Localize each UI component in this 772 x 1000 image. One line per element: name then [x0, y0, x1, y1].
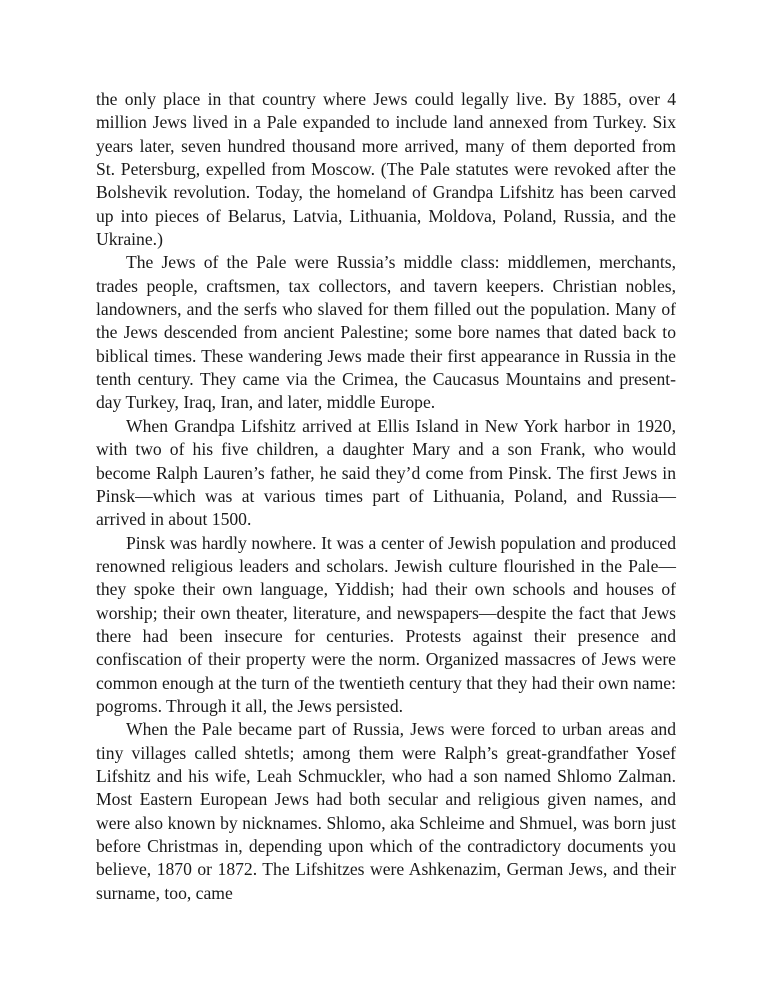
paragraph-shtetls: When the Pale became part of Russia, Jews were forced to urban areas and tiny villages called shtetls; among them were Ralph’s great-grandfather Yosef Lifshitz and his wife, Leah Schmuckler, who had a son named Shlomo Zalman. Most Eastern European Jews had both secular and religious given names, and were also known by nicknames. Shlomo, aka Schleime and Shmuel, was born just before Christmas in, depending upon which of the contradictory documents you believe, 1870 or 1872. The Lifshitzes were Ashkenazim, German Jews, and their surname, too, came [96, 719, 676, 903]
paragraph-ellis-island: When Grandpa Lifshitz arrived at Ellis Island in New York harbor in 1920, with two of his five children, a daughter Mary and a son Frank, who would become Ralph Lauren’s father, he said they’d come from Pinsk. The first Jews in Pinsk—which was at various times part of Lithuania, Poland, and Russia—arrived in about 1500. [96, 415, 676, 530]
book-page-body [96, 88, 676, 905]
paragraph-pinsk: Pinsk was hardly nowhere. It was a center of Jewish population and produced renowned religious leaders and scholars. Jewish culture flourished in the Pale—they spoke their own language, Yiddish; had their own schools and houses of worship; their own theater, literature, and newspapers—despite the fact that Jews there had been insecure for centuries. Protests against their presence and confiscation of their property were the norm. Organized massacres of Jews were common enough at the turn of the twentieth century that they had their own name: pogroms. Through it all, the Jews persisted. [96, 532, 676, 716]
paragraph-middle-class: The Jews of the Pale were Russia’s middle class: middlemen, merchants, trades people, craftsmen, tax collectors, and tavern keepers. Christian nobles, landowners, and the serfs who slaved for them filled out the population. Many of the Jews descended from ancient Palestine; some bore names that dated back to biblical times. These wandering Jews made their first appearance in Russia in the tenth century. They came via the Crimea, the Caucasus Mountains and present-day Turkey, Iraq, Iran, and later, middle Europe. [96, 252, 676, 413]
paragraph-continued: the only place in that country where Jews could legally live. By 1885, over 4 million Jews lived in a Pale expanded to include land annexed from Turkey. Six years later, seven hundred thousand more arrived, many of them deported from St. Petersburg, expelled from Moscow. (The Pale statutes were revoked after the Bolshevik revolution. Today, the homeland of Grandpa Lifshitz has been carved up into pieces of Belarus, Latvia, Lithuania, Moldova, Poland, Russia, and the Ukraine.) [96, 89, 676, 250]
